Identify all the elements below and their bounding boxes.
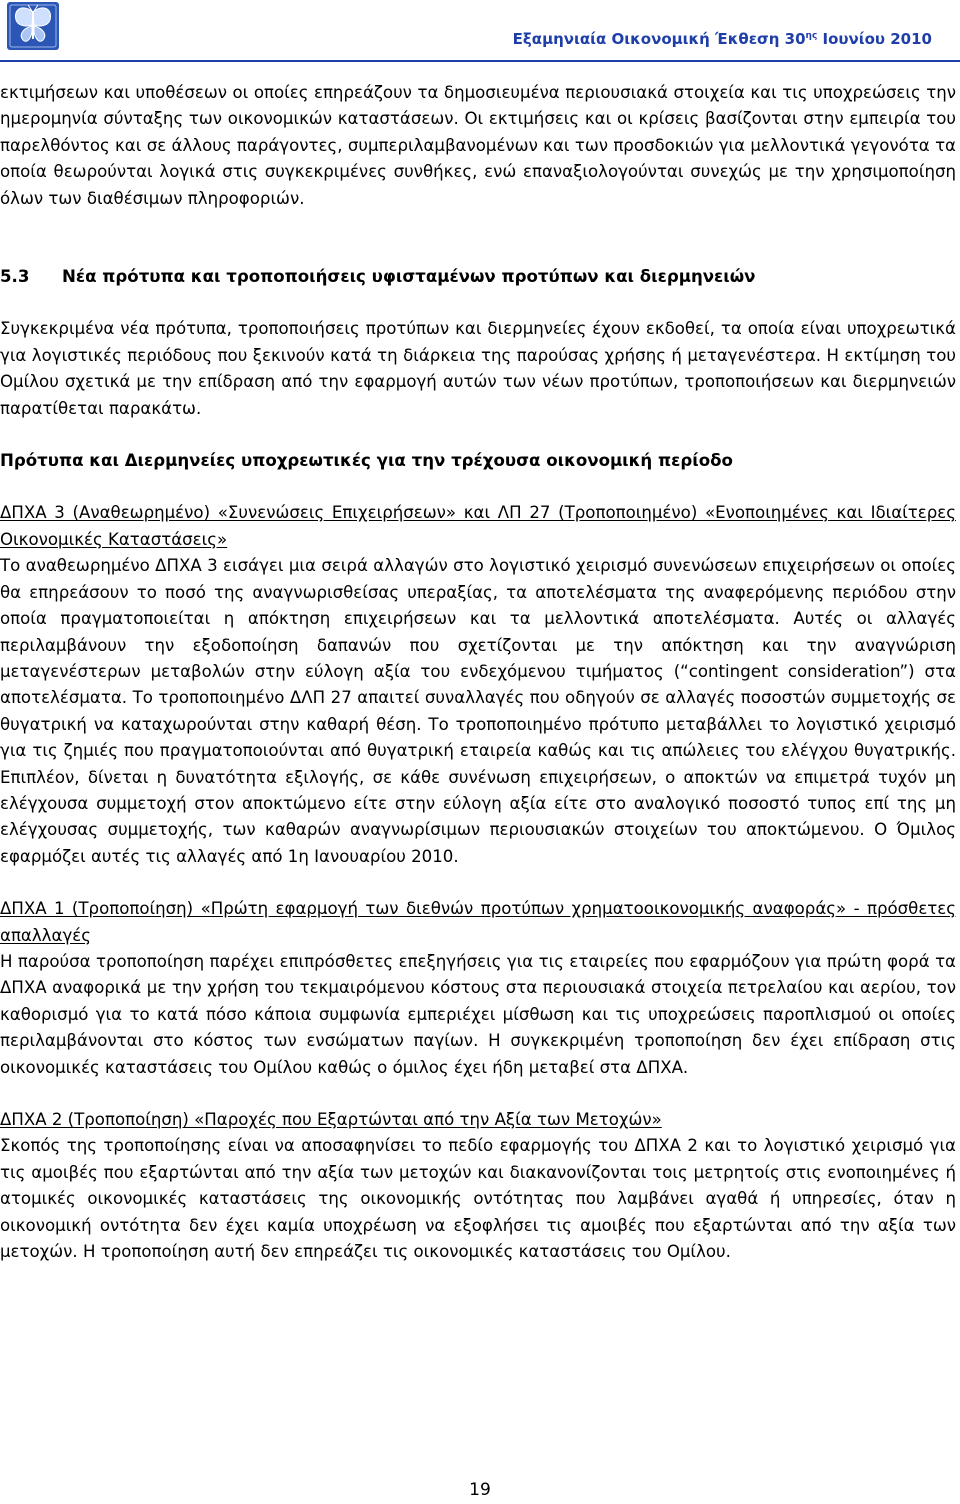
standard-text: Το αναθεωρημένο ΔΠΧΑ 3 εισάγει μια σειρά αλλαγών στο λογιστικό χειρισμό συνενώσεων επιχειρήσεων οι οποίες θα επηρεάσουν το ποσό της αναγνωρισθείσας υπεραξίας, τα αποτελέσματα της αναφερόμενης περιόδου στην οποία πραγματοποιείται η απόκτηση επιχειρήσεων και τα μελλοντικά αποτελέσματα. Αυτές οι αλλαγές περιλαμβάνουν την εξοδοποίηση δαπανών που σχετίζονται με την απόκτηση και την αναγνώριση μεταγενέστερων μεταβολών στην εύλογη αξία του ενδεχόμενου τιμήματος (“contingent consideration”) στα αποτελέσματα. Το τροποποιημένο ΔΛΠ 27 απαιτεί συναλλαγές που οδηγούν σε αλλαγές ποσοστών συμμετοχής σε θυγατρική να καταχωρούνται στην καθαρή θέση. Το τροποποιημένο πρότυπο μεταβάλλει το λογιστικό χειρισμό για τις ζημιές που πραγματοποιούνται από θυγατρική εταιρεία καθώς και τις απώλειες του ελέγχου θυγατρικής. Επιπλέον, δίνεται η δυνατότητα εξιλογής, σε κάθε συνένωση επιχειρήσεων, ο αποκτών να επιμετρά τυχόν μη ελέγχουσα συμμετοχή στον αποκτώμενο είτε στην εύλογη αξία είτε στο αναλογικό ποσοστό τυπος επί της μη ελέγχουσας συμμετοχής, των καθαρών αναγνωρίσιμων περιουσιακών στοιχείων του αποκτώμενου. Ο Όμιλος εφαρμόζει αυτές τις αλλαγές από 1η Ιανουαρίου 2010. xyxy=(0,556,956,866)
page-number: 19 xyxy=(469,1480,491,1500)
butterfly-logo xyxy=(4,0,62,52)
standard-text: Η παρούσα τροποποίηση παρέχει επιπρόσθετες επεξηγήσεις για τις εταιρείες που εφαρμόζουν για πρώτη φορά τα ΔΠΧΑ αναφορικά με την χρήση του τεκμαιρόμενου κόστους στα περιουσιακά στοιχεία πετρελαίου και αερίου, τον καθορισμό για το κατά πόσο κάποια συμφωνία εμπεριέχει μίσθωση και τις υποχρεώσεις παροπλισμού οι οποίες περιλαμβάνονται στο κόστος των ενσώματων παγίων. Η συγκεκριμένη τροποποίηση δεν έχει επίδραση στις οικονομικές καταστάσεις του Ομίλου καθώς ο όμιλος έχει ήδη μεταβεί στα ΔΠΧΑ. xyxy=(0,951,956,1077)
standard-title: ΔΠΧΑ 3 (Αναθεωρημένο) «Συνενώσεις Επιχειρήσεων» και ΛΠ 27 (Τροποποιημένο) «Ενοποιημένες και Ιδιαίτερες Οικονομικές Καταστάσεις» xyxy=(0,503,956,549)
page-header xyxy=(0,0,960,72)
intro-paragraph: εκτιμήσεων και υποθέσεων οι οποίες επηρεάζουν τα δημοσιευμένα περιουσιακά στοιχεία και τις υποχρεώσεις την ημερομηνία σύνταξης των οικονομικών καταστάσεων. Οι εκτιμήσεις και οι κρίσεις βασίζονται στην εμπειρία του παρελθόντος και σε άλλους παράγοντες, συμπεριλαμβανομένων και των προσδοκιών για μελλοντικά γεγονότα τα οποία θεωρούνται λογικά στις συγκεκριμένες συνθήκες, ενώ επαναξιολογούνται συνεχώς με την χρησιμοποίηση όλων των διαθέσιμων πληροφοριών. xyxy=(0,83,956,208)
page-body xyxy=(0,80,956,1265)
report-title-prefix: Εξαμηνιαία Οικονομική Έκθεση 30 xyxy=(512,30,806,48)
section-paragraph: Συγκεκριμένα νέα πρότυπα, τροποποιήσεις προτύπων και διερμηνείες έχουν εκδοθεί, τα οποία είναι υποχρεωτικά για λογιστικές περιόδους που ξεκινούν κατά τη διάρκεια της παρούσας χρήσης ή μεταγενέστερα. Η εκτίμηση του Ομίλου σχετικά με την επίδραση από την εφαρμογή αυτών των νέων προτύπων, τροποποιήσεων και διερμηνειών παρατίθεται παρακάτω. xyxy=(0,319,956,418)
header-divider xyxy=(0,60,960,62)
section-heading xyxy=(0,264,956,290)
standard-text: Σκοπός της τροποποίησης είναι να αποσαφηνίσει το πεδίο εφαρμογής του ΔΠΧΑ 2 και το λογιστικό χειρισμό για τις αμοιβές που εξαρτώνται από την αξία των μετοχών και διακανονίζονται τοις μετρητοίς στις ενοποιημένες ή ατομικές οικονομικές καταστάσεις της οικονομικής οντότητας που λαμβάνει αγαθά ή υπηρεσίες, όταν η οικονομική οντότητα δεν έχει καμία υποχρέωση να εξοφλήσει τις αμοιβές που εξαρτώνται από την αξία των μετοχών. Η τροποποίηση αυτή δεν επηρεάζει τις οικονομικές καταστάσεις του Ομίλου. xyxy=(0,1136,956,1262)
standard-title: ΔΠΧΑ 2 (Τροποποίηση) «Παροχές που Εξαρτώνται από την Αξία των Μετοχών» xyxy=(0,1110,662,1129)
standard-title: ΔΠΧΑ 1 (Τροποποίηση) «Πρώτη εφαρμογή των διεθνών προτύπων χρηματοοικονομικής αναφοράς» - πρόσθετες απαλλαγές xyxy=(0,899,956,945)
report-title-suffix: Ιουνίου 2010 xyxy=(817,30,932,48)
section-number: 5.3 xyxy=(0,267,30,287)
report-title-sup: ης xyxy=(805,31,818,41)
subheading: Πρότυπα και Διερμηνείες υποχρεωτικές για την τρέχουσα οικονομική περίοδο xyxy=(0,451,733,471)
report-title xyxy=(513,30,932,48)
section-title: Νέα πρότυπα και τροποποιήσεις υφισταμένων προτύπων και διερμηνειών xyxy=(62,267,756,287)
